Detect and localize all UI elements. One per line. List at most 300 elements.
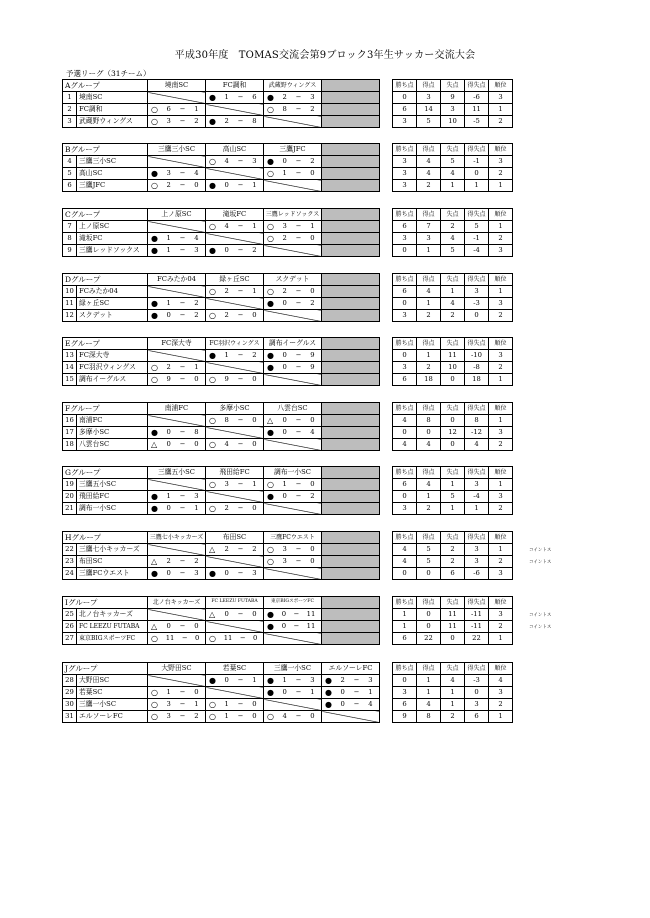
match-result bbox=[206, 609, 264, 621]
goals-against: 2 bbox=[194, 311, 199, 319]
score-dash: − bbox=[237, 93, 244, 101]
unused-cell bbox=[322, 403, 380, 415]
goals-against: 0 bbox=[194, 622, 199, 630]
stat-value: 7 bbox=[417, 221, 441, 233]
column-gap bbox=[380, 221, 393, 233]
stat-value: 3 bbox=[465, 544, 489, 556]
team-name: 北ノ台キッカーズ bbox=[77, 609, 148, 621]
goals-for: 1 bbox=[224, 712, 229, 720]
stat-value: 1 bbox=[441, 503, 465, 515]
goals-against: 0 bbox=[252, 634, 258, 642]
goals-against: 11 bbox=[306, 610, 316, 618]
opponent-header: 八雲台SC bbox=[264, 403, 322, 415]
column-gap bbox=[380, 467, 393, 479]
goals-against: 0 bbox=[310, 712, 315, 720]
goals-for: 0 bbox=[166, 622, 171, 630]
score-dash: − bbox=[237, 700, 244, 708]
stat-header: 得点 bbox=[417, 274, 441, 286]
stat-header: 得点 bbox=[417, 597, 441, 609]
stat-value: 1 bbox=[489, 415, 513, 427]
column-gap bbox=[380, 479, 393, 491]
goals-for: 3 bbox=[282, 557, 287, 565]
team-row bbox=[63, 621, 513, 633]
opponent-header: FC深大寺 bbox=[148, 338, 206, 350]
match-result bbox=[206, 415, 264, 427]
stat-value: 0 bbox=[441, 633, 465, 645]
goals-against: 4 bbox=[194, 169, 199, 177]
score-dash: − bbox=[237, 416, 244, 424]
result-mark: ● bbox=[151, 504, 158, 513]
opponent-header: FC羽沢ウィングス bbox=[206, 338, 264, 350]
result-mark: ● bbox=[209, 181, 216, 190]
goals-against: 0 bbox=[194, 181, 199, 189]
team-row bbox=[63, 362, 513, 374]
team-name: スクデット bbox=[77, 310, 148, 322]
goals-against: 0 bbox=[252, 416, 257, 424]
team-name: FC羽沢ウィングス bbox=[77, 362, 148, 374]
score-dash: − bbox=[179, 181, 186, 189]
score-dash: − bbox=[237, 117, 244, 125]
stat-value: 4 bbox=[393, 439, 417, 451]
unused-cell bbox=[322, 245, 380, 257]
column-gap bbox=[380, 675, 393, 687]
stat-value: -4 bbox=[465, 245, 489, 257]
score-dash: − bbox=[295, 492, 302, 500]
column-gap bbox=[380, 180, 393, 192]
score-dash: − bbox=[353, 676, 360, 684]
column-gap bbox=[380, 699, 393, 711]
stat-header: 順位 bbox=[489, 532, 513, 544]
match-result bbox=[206, 221, 264, 233]
goals-for: 1 bbox=[224, 700, 229, 708]
stat-header: 勝ち点 bbox=[393, 144, 417, 156]
stat-value: 1 bbox=[417, 491, 441, 503]
stat-value: 5 bbox=[441, 491, 465, 503]
group-table bbox=[62, 208, 513, 257]
score-dash: − bbox=[237, 375, 244, 383]
result-mark: ○ bbox=[151, 688, 158, 697]
match-result bbox=[148, 116, 206, 128]
score-dash: − bbox=[179, 504, 186, 512]
score-dash: − bbox=[237, 311, 244, 319]
goals-against: 4 bbox=[368, 700, 373, 708]
stat-value: -12 bbox=[465, 427, 489, 439]
result-mark: ○ bbox=[267, 545, 274, 554]
self-match-cell bbox=[206, 168, 264, 180]
goals-for: 1 bbox=[166, 234, 171, 242]
goals-against: 2 bbox=[310, 492, 315, 500]
stat-header: 得点 bbox=[417, 80, 441, 92]
stat-value: 5 bbox=[441, 156, 465, 168]
team-name: FC調和 bbox=[77, 104, 148, 116]
column-gap bbox=[380, 286, 393, 298]
team-name: 飛田給FC bbox=[77, 491, 148, 503]
team-name: エルソーレFC bbox=[77, 711, 148, 723]
match-result bbox=[264, 675, 322, 687]
self-match-cell bbox=[264, 503, 322, 515]
self-match-cell bbox=[148, 350, 206, 362]
goals-against: 3 bbox=[252, 569, 257, 577]
group-table bbox=[62, 596, 513, 645]
stat-value: 2 bbox=[489, 699, 513, 711]
stat-value: 14 bbox=[417, 104, 441, 116]
score-dash: − bbox=[295, 676, 302, 684]
team-row bbox=[63, 556, 513, 568]
self-match-cell bbox=[264, 699, 322, 711]
match-result bbox=[148, 503, 206, 515]
group-name: Eグループ bbox=[63, 338, 148, 350]
goals-against: 0 bbox=[252, 440, 257, 448]
result-mark: ○ bbox=[209, 375, 216, 384]
goals-against: 3 bbox=[310, 676, 315, 684]
column-gap bbox=[380, 362, 393, 374]
match-result bbox=[148, 621, 206, 633]
unused-cell bbox=[322, 274, 380, 286]
goals-against: 6 bbox=[252, 93, 257, 101]
stat-value: -11 bbox=[465, 609, 489, 621]
stat-value: 3 bbox=[393, 362, 417, 374]
match-result bbox=[148, 687, 206, 699]
stat-header: 得失点 bbox=[465, 403, 489, 415]
goals-for: 2 bbox=[224, 287, 229, 295]
column-gap bbox=[380, 209, 393, 221]
team-number: 24 bbox=[63, 568, 77, 580]
column-gap bbox=[380, 156, 393, 168]
goals-against: 0 bbox=[194, 440, 199, 448]
result-mark: △ bbox=[151, 557, 158, 566]
goals-against: 0 bbox=[310, 416, 315, 424]
score-dash: − bbox=[295, 222, 302, 230]
result-mark: ● bbox=[209, 569, 216, 578]
result-mark: ● bbox=[267, 93, 274, 102]
team-name: 多摩小SC bbox=[77, 427, 148, 439]
stat-value: 0 bbox=[393, 298, 417, 310]
goals-against: 1 bbox=[252, 181, 257, 189]
match-result bbox=[206, 350, 264, 362]
unused-cell bbox=[322, 415, 380, 427]
stat-value: 3 bbox=[393, 503, 417, 515]
stat-header: 順位 bbox=[489, 338, 513, 350]
stat-value: 0 bbox=[393, 350, 417, 362]
result-mark: ○ bbox=[267, 105, 274, 114]
stat-value: 2 bbox=[417, 503, 441, 515]
goals-for: 3 bbox=[166, 712, 171, 720]
team-number: 28 bbox=[63, 675, 77, 687]
goals-against: 0 bbox=[310, 287, 315, 295]
goals-for: 0 bbox=[340, 700, 345, 708]
opponent-header: 境南SC bbox=[148, 80, 206, 92]
column-gap bbox=[380, 711, 393, 723]
match-result bbox=[322, 699, 380, 711]
stat-header: 順位 bbox=[489, 274, 513, 286]
goals-against: 0 bbox=[194, 375, 199, 383]
stat-value: 1 bbox=[441, 687, 465, 699]
stat-value: 1 bbox=[489, 479, 513, 491]
stat-value: 3 bbox=[393, 116, 417, 128]
stat-value: 4 bbox=[417, 439, 441, 451]
score-dash: − bbox=[237, 157, 244, 165]
match-result bbox=[206, 156, 264, 168]
score-dash: − bbox=[295, 287, 302, 295]
score-dash: − bbox=[237, 676, 244, 684]
stat-header: 得点 bbox=[417, 663, 441, 675]
team-number: 1 bbox=[63, 92, 77, 104]
match-result bbox=[148, 633, 206, 645]
team-row bbox=[63, 687, 513, 699]
match-result bbox=[206, 633, 264, 645]
stat-header: 失点 bbox=[441, 80, 465, 92]
team-name: 武蔵野ウィングス bbox=[77, 116, 148, 128]
result-mark: △ bbox=[151, 622, 158, 631]
opponent-header: 三鷹JFC bbox=[264, 144, 322, 156]
stat-value: 5 bbox=[417, 116, 441, 128]
goals-against: 0 bbox=[252, 712, 257, 720]
unused-cell bbox=[322, 144, 380, 156]
team-row bbox=[63, 711, 513, 723]
column-gap bbox=[380, 568, 393, 580]
stat-value: 3 bbox=[465, 699, 489, 711]
group-name: Aグループ bbox=[63, 80, 148, 92]
goals-against: 2 bbox=[310, 105, 315, 113]
match-result bbox=[264, 104, 322, 116]
stat-value: 2 bbox=[441, 310, 465, 322]
self-match-cell bbox=[206, 491, 264, 503]
match-result bbox=[264, 233, 322, 245]
unused-cell bbox=[322, 180, 380, 192]
match-result bbox=[264, 92, 322, 104]
column-gap bbox=[380, 427, 393, 439]
team-row bbox=[63, 609, 513, 621]
stat-value: 0 bbox=[441, 415, 465, 427]
team-name: 三鷹一小SC bbox=[77, 699, 148, 711]
team-name: 東京BIGスポーツFC bbox=[77, 633, 148, 645]
goals-for: 3 bbox=[282, 222, 287, 230]
stat-value: 1 bbox=[489, 286, 513, 298]
stat-value: 3 bbox=[393, 310, 417, 322]
stat-value: 2 bbox=[441, 221, 465, 233]
goals-for: 1 bbox=[166, 246, 171, 254]
score-dash: − bbox=[179, 712, 186, 720]
stat-header: 勝ち点 bbox=[393, 274, 417, 286]
match-result bbox=[264, 168, 322, 180]
stat-value: 0 bbox=[417, 621, 441, 633]
team-row bbox=[63, 675, 513, 687]
stat-value: 4 bbox=[393, 544, 417, 556]
team-row bbox=[63, 104, 513, 116]
unused-cell bbox=[322, 609, 380, 621]
group-table bbox=[62, 531, 513, 580]
goals-for: 2 bbox=[282, 234, 287, 242]
match-result bbox=[206, 544, 264, 556]
column-gap bbox=[380, 274, 393, 286]
stat-header: 順位 bbox=[489, 597, 513, 609]
stat-value: 8 bbox=[417, 415, 441, 427]
team-number: 6 bbox=[63, 180, 77, 192]
stat-value: 3 bbox=[489, 298, 513, 310]
stat-value: 11 bbox=[441, 621, 465, 633]
opponent-header: 東京BIGスポーツFC bbox=[264, 597, 322, 609]
goals-for: 8 bbox=[224, 416, 229, 424]
stat-value: 6 bbox=[393, 633, 417, 645]
goals-for: 0 bbox=[166, 504, 171, 512]
stat-header: 失点 bbox=[441, 274, 465, 286]
stat-value: 4 bbox=[489, 675, 513, 687]
coin-toss-note: コイントス bbox=[529, 612, 552, 618]
team-name: 三鷹三小SC bbox=[77, 156, 148, 168]
stat-header: 失点 bbox=[441, 532, 465, 544]
stat-header: 勝ち点 bbox=[393, 597, 417, 609]
stat-value: 1 bbox=[489, 374, 513, 386]
result-mark: ○ bbox=[151, 105, 158, 114]
unused-cell bbox=[322, 568, 380, 580]
goals-for: 3 bbox=[166, 169, 171, 177]
stat-value: -5 bbox=[465, 116, 489, 128]
stat-header: 失点 bbox=[441, 403, 465, 415]
team-name: 三鷹五小SC bbox=[77, 479, 148, 491]
group-name: Bグループ bbox=[63, 144, 148, 156]
score-dash: − bbox=[295, 428, 302, 436]
match-result bbox=[322, 675, 380, 687]
team-number: 7 bbox=[63, 221, 77, 233]
stat-value: -3 bbox=[465, 298, 489, 310]
team-row bbox=[63, 298, 513, 310]
goals-for: 1 bbox=[166, 492, 171, 500]
self-match-cell bbox=[206, 556, 264, 568]
result-mark: ● bbox=[151, 299, 158, 308]
unused-cell bbox=[322, 92, 380, 104]
team-name: 上ノ原SC bbox=[77, 221, 148, 233]
match-result bbox=[264, 544, 322, 556]
score-dash: − bbox=[179, 234, 186, 242]
stat-header: 順位 bbox=[489, 144, 513, 156]
match-result bbox=[206, 310, 264, 322]
unused-cell bbox=[322, 532, 380, 544]
column-gap bbox=[380, 245, 393, 257]
stat-header: 得失点 bbox=[465, 338, 489, 350]
column-gap bbox=[380, 168, 393, 180]
goals-for: 2 bbox=[166, 181, 171, 189]
stat-value: 1 bbox=[393, 609, 417, 621]
opponent-header: 滝坂FC bbox=[206, 209, 264, 221]
team-number: 31 bbox=[63, 711, 77, 723]
stat-value: -6 bbox=[465, 92, 489, 104]
stat-value: 3 bbox=[441, 104, 465, 116]
team-row bbox=[63, 699, 513, 711]
result-mark: ● bbox=[151, 234, 158, 243]
stat-value: 0 bbox=[465, 168, 489, 180]
score-dash: − bbox=[353, 688, 360, 696]
match-result bbox=[264, 711, 322, 723]
goals-against: 2 bbox=[310, 299, 315, 307]
goals-against: 0 bbox=[252, 700, 257, 708]
stat-header: 得失点 bbox=[465, 532, 489, 544]
team-name: FC深大寺 bbox=[77, 350, 148, 362]
match-result bbox=[264, 362, 322, 374]
stat-value: 5 bbox=[465, 221, 489, 233]
self-match-cell bbox=[148, 675, 206, 687]
stat-value: 9 bbox=[393, 711, 417, 723]
goals-against: 0 bbox=[194, 688, 199, 696]
score-dash: − bbox=[179, 169, 186, 177]
stat-value: 2 bbox=[489, 503, 513, 515]
match-result bbox=[148, 427, 206, 439]
group-name: Dグループ bbox=[63, 274, 148, 286]
stat-value: -1 bbox=[465, 156, 489, 168]
opponent-header: 多摩小SC bbox=[206, 403, 264, 415]
team-row bbox=[63, 479, 513, 491]
unused-cell bbox=[322, 209, 380, 221]
match-result bbox=[264, 479, 322, 491]
goals-for: 0 bbox=[282, 157, 287, 165]
stat-value: 1 bbox=[417, 350, 441, 362]
score-dash: − bbox=[237, 181, 244, 189]
group-name: Jグループ bbox=[63, 663, 148, 675]
score-dash: − bbox=[295, 169, 302, 177]
group-name: Hグループ bbox=[63, 532, 148, 544]
stat-value: 4 bbox=[393, 415, 417, 427]
goals-for: 2 bbox=[224, 117, 229, 125]
stat-header: 得失点 bbox=[465, 663, 489, 675]
result-mark: ● bbox=[151, 492, 158, 501]
result-mark: ○ bbox=[267, 712, 274, 721]
stat-value: 2 bbox=[417, 362, 441, 374]
team-number: 3 bbox=[63, 116, 77, 128]
stat-value: 6 bbox=[393, 479, 417, 491]
goals-for: 0 bbox=[224, 676, 229, 684]
stat-value: 3 bbox=[465, 286, 489, 298]
stat-header: 得失点 bbox=[465, 274, 489, 286]
team-name: 高山SC bbox=[77, 168, 148, 180]
team-number: 17 bbox=[63, 427, 77, 439]
stat-value: 0 bbox=[417, 609, 441, 621]
goals-against: 0 bbox=[310, 169, 315, 177]
team-name: FCみたか04 bbox=[77, 286, 148, 298]
goals-for: 9 bbox=[224, 375, 229, 383]
goals-against: 0 bbox=[310, 234, 315, 242]
self-match-cell bbox=[264, 180, 322, 192]
stat-value: 3 bbox=[417, 233, 441, 245]
stat-value: 6 bbox=[441, 568, 465, 580]
goals-for: 1 bbox=[282, 480, 287, 488]
stat-value: 18 bbox=[417, 374, 441, 386]
score-dash: − bbox=[295, 157, 302, 165]
unused-cell bbox=[322, 427, 380, 439]
goals-against: 2 bbox=[194, 557, 199, 565]
group-table bbox=[62, 402, 513, 451]
group-name: Fグループ bbox=[63, 403, 148, 415]
goals-for: 0 bbox=[166, 569, 171, 577]
self-match-cell bbox=[148, 286, 206, 298]
stat-header: 順位 bbox=[489, 663, 513, 675]
goals-against: 1 bbox=[252, 287, 257, 295]
stat-value: 0 bbox=[465, 687, 489, 699]
goals-against: 3 bbox=[194, 246, 199, 254]
stat-header: 勝ち点 bbox=[393, 532, 417, 544]
stat-value: 0 bbox=[393, 675, 417, 687]
unused-cell bbox=[322, 503, 380, 515]
opponent-header: 三鷹一小SC bbox=[264, 663, 322, 675]
stat-header: 得失点 bbox=[465, 597, 489, 609]
result-mark: ● bbox=[151, 428, 158, 437]
self-match-cell bbox=[264, 245, 322, 257]
stat-value: 11 bbox=[441, 350, 465, 362]
result-mark: ● bbox=[151, 246, 158, 255]
stat-value: 12 bbox=[441, 427, 465, 439]
score-dash: − bbox=[295, 480, 302, 488]
stat-value: 1 bbox=[441, 180, 465, 192]
column-gap bbox=[380, 503, 393, 515]
stat-value: 1 bbox=[417, 298, 441, 310]
